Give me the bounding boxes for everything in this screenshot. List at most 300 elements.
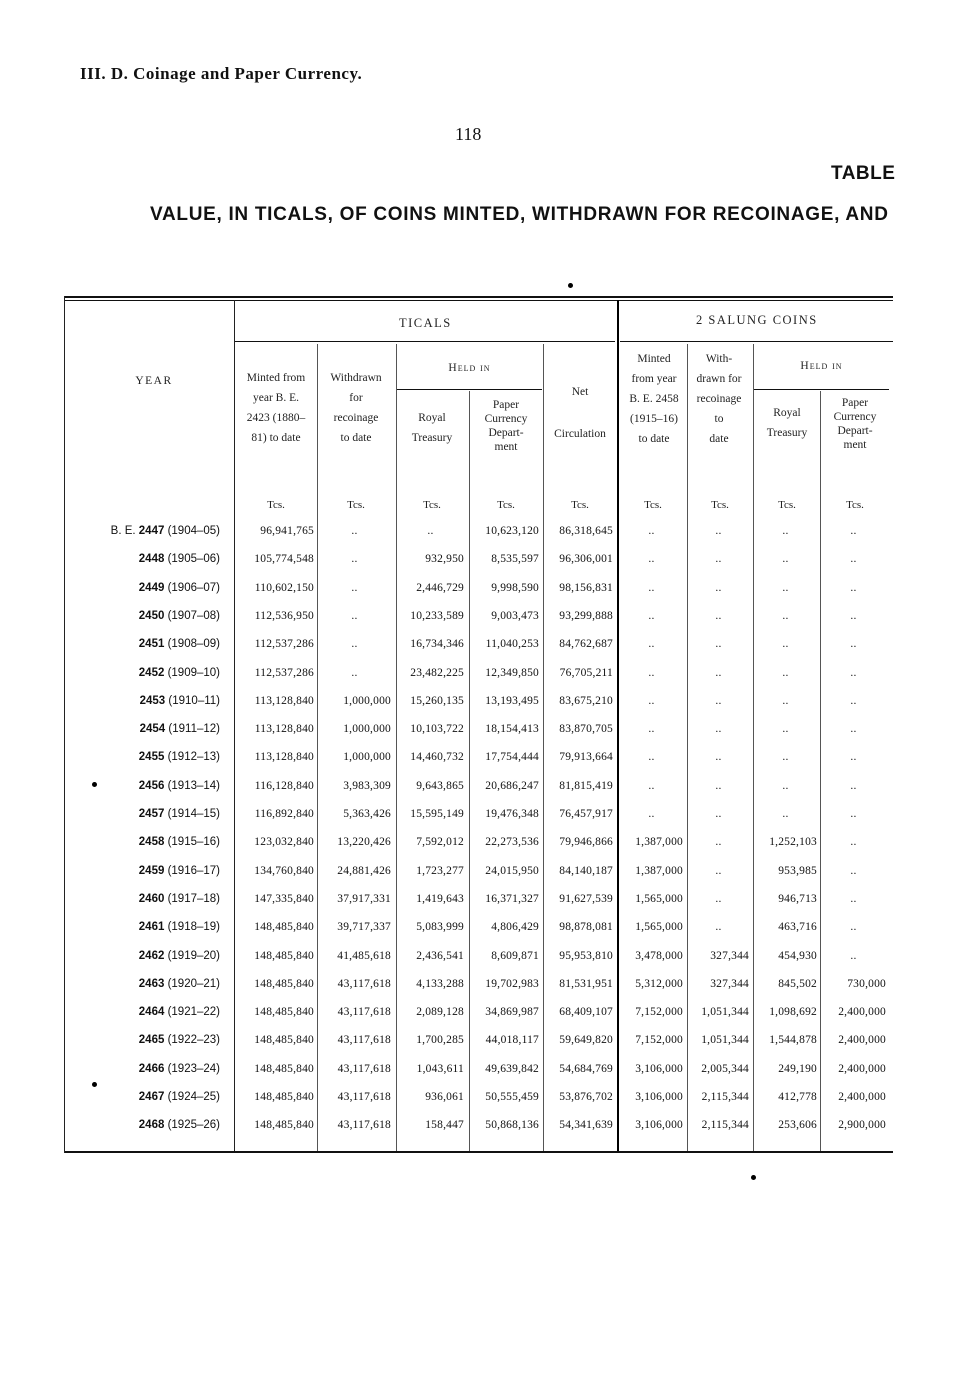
table-cell: 17,754,444	[485, 751, 539, 764]
table-cell: ..	[715, 553, 722, 566]
buddhist-era-year: 2459	[138, 864, 165, 877]
common-era-year: (1912–13)	[164, 751, 220, 764]
table-cell: ..	[648, 609, 655, 622]
table-cell: ..	[850, 949, 857, 962]
table-cell: 946,713	[778, 892, 817, 905]
common-era-year: (1921–22)	[164, 1006, 220, 1019]
salung-paper-currency-header-line: Currency	[833, 411, 877, 423]
table-cell: 953,985	[778, 864, 817, 877]
table-cell: 1,252,103	[769, 836, 817, 849]
salung-minted-header-line: to date	[638, 433, 670, 445]
table-cell: 76,457,917	[559, 808, 613, 820]
common-era-year: (1909–10)	[164, 666, 220, 679]
year-cell	[74, 1119, 220, 1131]
table-cell: ..	[850, 553, 857, 566]
table-caption: VALUE, IN TICALS, OF COINS MINTED, WITHDRAWN FOR RECOINAGE, AND	[150, 204, 889, 225]
table-cell: ..	[782, 638, 789, 651]
salung-paper-currency-header-line: Depart-	[837, 425, 873, 437]
column-separator	[317, 344, 318, 1151]
table-cell: 11,040,253	[485, 638, 539, 651]
table-cell: 148,485,840	[254, 1119, 314, 1132]
salung-paper-currency-header-line: Paper	[841, 397, 869, 409]
table-cell: 1,387,000	[635, 864, 683, 877]
table-cell: 95,953,810	[559, 949, 613, 962]
table-cell: 249,190	[778, 1062, 817, 1075]
table-cell: ..	[850, 836, 857, 849]
table-cell: ..	[648, 779, 655, 792]
common-era-year: (1923–24)	[164, 1062, 220, 1075]
table-cell: 98,878,081	[559, 921, 613, 934]
table-cell: 936,061	[425, 1091, 464, 1103]
common-era-year: (1910–11)	[165, 694, 220, 707]
salung-held-in-rule	[754, 389, 889, 390]
table-cell: 96,306,001	[559, 553, 613, 566]
section-heading: III. D. Coinage and Paper Currency.	[80, 64, 363, 83]
buddhist-era-year: 2461	[138, 921, 165, 934]
table-cell: 148,485,840	[254, 949, 314, 962]
table-cell: ..	[850, 525, 857, 537]
salung-minted-header-line: from year	[631, 373, 677, 385]
table-cell: 2,900,000	[838, 1119, 886, 1132]
year-cell	[74, 836, 220, 848]
salung-withdrawn-header-line: With-	[705, 353, 733, 365]
table-cell: ..	[648, 553, 655, 566]
year-cell	[74, 893, 220, 905]
table-cell: 39,717,337	[337, 921, 391, 934]
table-cell: 43,117,618	[337, 1062, 391, 1075]
ticals-group-rule	[235, 341, 615, 342]
table-cell: 43,117,618	[337, 1091, 391, 1103]
table-cell: ..	[850, 694, 857, 707]
table-cell: 16,734,346	[410, 638, 464, 651]
table-cell: 19,702,983	[485, 977, 539, 990]
paper-currency-header-line: Currency	[484, 413, 528, 425]
table-cell: ..	[850, 751, 857, 764]
table-cell: 49,639,842	[485, 1062, 539, 1075]
table-cell: ..	[648, 751, 655, 764]
table-cell: ..	[850, 638, 857, 651]
table-cell: 44,018,117	[485, 1034, 539, 1047]
table-cell: 43,117,618	[337, 1119, 391, 1132]
table-cell: 116,892,840	[254, 808, 314, 820]
table-cell: 7,152,000	[635, 1006, 683, 1019]
table-label: TABLE	[831, 163, 896, 184]
table-cell: 113,128,840	[254, 723, 314, 736]
table-cell: ..	[850, 779, 857, 792]
table-cell: 1,000,000	[343, 694, 391, 707]
table-cell: 9,998,590	[491, 581, 539, 594]
table-cell: 54,341,639	[559, 1119, 613, 1132]
table-cell: ..	[850, 723, 857, 736]
table-cell: 2,089,128	[416, 1006, 464, 1019]
table-cell: ..	[850, 892, 857, 905]
table-cell: 23,482,225	[410, 666, 464, 679]
table-cell: ..	[648, 638, 655, 651]
year-cell	[74, 582, 220, 594]
table-cell: ..	[715, 808, 722, 820]
scan-speck	[751, 1175, 756, 1180]
table-cell: 2,005,344	[701, 1062, 749, 1075]
table-cell: 2,400,000	[838, 1091, 886, 1103]
year-cell	[74, 667, 220, 679]
buddhist-era-year: 2457	[138, 808, 165, 820]
table-cell: 83,870,705	[559, 723, 613, 736]
buddhist-era-year: 2468	[138, 1119, 165, 1132]
royal-treasury-header-line: Treasury	[411, 432, 453, 444]
salung-minted-header-line: (1915–16)	[630, 413, 678, 425]
buddhist-era-year: 2451	[138, 638, 165, 651]
table-cell: 113,128,840	[254, 751, 314, 764]
withdrawn-header-line: Withdrawn	[330, 372, 382, 384]
common-era-year: (1914–15)	[164, 808, 220, 820]
table-top-rule-inner	[64, 300, 893, 301]
year-cell	[74, 695, 220, 707]
table-cell: 454,930	[778, 949, 817, 962]
table-cell: ..	[648, 525, 655, 537]
table-cell: ..	[715, 836, 722, 849]
salung-minted-header-line: B. E. 2458	[629, 393, 679, 405]
paper-currency-header-line: ment	[494, 441, 518, 453]
royal-treasury-header-line: Royal	[418, 412, 446, 424]
table-cell: 98,156,831	[559, 581, 613, 594]
table-cell: ..	[351, 581, 358, 594]
salung-royal-treasury-header	[754, 403, 820, 443]
withdrawn-header	[318, 368, 394, 448]
buddhist-era-year: 2465	[138, 1034, 165, 1047]
year-cell	[74, 950, 220, 962]
buddhist-era-year: 2467	[138, 1091, 165, 1103]
table-cell: 1,043,611	[416, 1062, 464, 1075]
minted-header-line: year B. E.	[253, 392, 299, 404]
table-cell: 1,098,692	[769, 1006, 817, 1019]
common-era-year: (1905–06)	[164, 553, 220, 566]
table-cell: ..	[715, 638, 722, 651]
table-cell: ..	[782, 525, 789, 537]
table-cell: 84,762,687	[559, 638, 613, 651]
column-separator	[543, 344, 544, 1151]
table-cell: 16,371,327	[485, 892, 539, 905]
table-cell: 13,220,426	[337, 836, 391, 849]
table-cell: 105,774,548	[254, 553, 314, 566]
salung-paper-currency-header-line: ment	[843, 439, 867, 451]
table-cell: 43,117,618	[337, 1034, 391, 1047]
table-cell: 5,083,999	[416, 921, 464, 934]
table-cell: 148,485,840	[254, 1091, 314, 1103]
buddhist-era-year: 2449	[138, 581, 165, 594]
table-cell: 83,675,210	[559, 694, 613, 707]
table-cell: 68,409,107	[559, 1006, 613, 1019]
salung-group-rule	[620, 341, 893, 342]
salung-withdrawn-header-line: to	[714, 413, 724, 425]
year-cell	[74, 610, 220, 622]
common-era-year: (1906–07)	[164, 581, 220, 594]
data-table	[64, 296, 893, 1155]
buddhist-era-year: 2466	[138, 1062, 165, 1075]
table-cell: 5,312,000	[635, 977, 683, 990]
table-cell: 730,000	[847, 977, 886, 990]
year-prefix: B. E.	[110, 525, 139, 537]
table-cell: ..	[351, 609, 358, 622]
table-cell: 116,128,840	[254, 779, 314, 792]
common-era-year: (1919–20)	[164, 949, 220, 962]
table-cell: 1,000,000	[343, 723, 391, 736]
buddhist-era-year: 2460	[138, 892, 165, 905]
year-cell	[74, 1091, 220, 1103]
table-cell: 5,363,426	[343, 808, 391, 820]
table-cell: 15,595,149	[410, 808, 464, 820]
table-cell: 110,602,150	[254, 581, 314, 594]
paper-currency-header-line: Depart-	[488, 427, 524, 439]
withdrawn-header-line: for	[349, 392, 363, 404]
table-cell: 2,436,541	[416, 949, 464, 962]
table-cell: 15,260,135	[410, 694, 464, 707]
table-cell: ..	[850, 581, 857, 594]
table-cell: 112,537,286	[254, 666, 314, 679]
table-cell: 158,447	[425, 1119, 464, 1132]
left-border	[64, 296, 65, 1153]
table-cell: ..	[351, 525, 358, 537]
table-cell: 1,387,000	[635, 836, 683, 849]
year-cell	[74, 638, 220, 650]
table-cell: 10,623,120	[485, 525, 539, 537]
table-cell: 7,152,000	[635, 1034, 683, 1047]
table-cell: 2,115,344	[701, 1091, 749, 1103]
buddhist-era-year: 2453	[139, 694, 166, 707]
salung-withdrawn-header-line: date	[709, 433, 729, 445]
salung-withdrawn-header	[686, 349, 752, 449]
common-era-year: (1907–08)	[164, 609, 220, 622]
table-cell: ..	[715, 609, 722, 622]
table-cell: 37,917,331	[337, 892, 391, 905]
common-era-year: (1922–23)	[164, 1034, 220, 1047]
table-cell: 9,003,473	[491, 609, 539, 622]
table-cell: ..	[648, 581, 655, 594]
buddhist-era-year: 2462	[138, 949, 165, 962]
table-cell: ..	[351, 666, 358, 679]
year-header: YEAR	[135, 375, 173, 387]
column-separator	[396, 344, 397, 1151]
unit-label: Tcs.	[423, 499, 441, 511]
table-cell: ..	[782, 666, 789, 679]
common-era-year: (1911–12)	[165, 723, 220, 736]
buddhist-era-year: 2456	[138, 779, 165, 792]
year-cell	[74, 1063, 220, 1075]
held-in-rule	[397, 389, 542, 390]
salung-minted-header	[619, 349, 689, 449]
year-cell	[74, 921, 220, 933]
royal-treasury-header	[397, 408, 467, 448]
table-cell: 10,103,722	[410, 723, 464, 736]
table-cell: 4,806,429	[491, 921, 539, 934]
table-cell: 81,531,951	[559, 977, 613, 990]
table-cell: ..	[782, 751, 789, 764]
year-cell	[74, 865, 220, 877]
table-cell: 2,400,000	[838, 1034, 886, 1047]
table-cell: 1,051,344	[701, 1034, 749, 1047]
table-cell: 463,716	[778, 921, 817, 934]
table-cell: ..	[715, 864, 722, 877]
table-cell: 24,015,950	[485, 864, 539, 877]
scan-speck	[92, 1082, 97, 1087]
table-cell: 96,941,765	[260, 525, 314, 537]
table-cell: 93,299,888	[559, 609, 613, 622]
table-cell: ..	[715, 751, 722, 764]
year-cell	[74, 808, 220, 820]
table-cell: 112,537,286	[254, 638, 314, 651]
table-cell: 148,485,840	[254, 977, 314, 990]
buddhist-era-year: 2450	[138, 609, 165, 622]
withdrawn-header-line: recoinage	[333, 412, 379, 424]
table-cell: ..	[715, 581, 722, 594]
table-cell: 3,106,000	[635, 1091, 683, 1103]
table-cell: 91,627,539	[559, 892, 613, 905]
table-cell: 10,233,589	[410, 609, 464, 622]
buddhist-era-year: 2448	[138, 553, 165, 566]
salung-minted-header-line: Minted	[637, 353, 671, 365]
unit-label: Tcs.	[711, 499, 729, 511]
year-cell	[74, 723, 220, 735]
table-cell: 148,485,840	[254, 1062, 314, 1075]
paper-currency-header	[470, 398, 542, 454]
table-cell: ..	[427, 525, 434, 537]
table-cell: 4,133,288	[416, 977, 464, 990]
table-cell: 43,117,618	[337, 1006, 391, 1019]
year-cell	[74, 525, 220, 537]
table-cell: 2,400,000	[838, 1006, 886, 1019]
table-cell: 3,106,000	[635, 1119, 683, 1132]
table-cell: 12,349,850	[485, 666, 539, 679]
table-cell: 932,950	[425, 553, 464, 566]
table-cell: ..	[850, 864, 857, 877]
year-cell	[74, 553, 220, 565]
minted-header-line: 2423 (1880–	[246, 412, 306, 424]
table-cell: 3,478,000	[635, 949, 683, 962]
table-cell: 50,555,459	[485, 1091, 539, 1103]
table-cell: 412,778	[778, 1091, 817, 1103]
withdrawn-header-line: to date	[340, 432, 372, 444]
table-cell: ..	[850, 808, 857, 820]
unit-label: Tcs.	[497, 499, 515, 511]
table-cell: 1,565,000	[635, 921, 683, 934]
table-cell: 1,544,878	[769, 1034, 817, 1047]
table-cell: 19,476,348	[485, 808, 539, 820]
held-in-header: Held in	[448, 362, 491, 374]
table-cell: 8,535,597	[491, 553, 539, 566]
table-cell: 845,502	[778, 977, 817, 990]
table-cell: ..	[715, 779, 722, 792]
net-circulation-header-line: Circulation	[554, 428, 606, 440]
scan-speck	[92, 782, 97, 787]
year-cell	[74, 1034, 220, 1046]
table-cell: ..	[715, 525, 722, 537]
table-cell: 22,273,536	[485, 836, 539, 849]
year-cell	[74, 1006, 220, 1018]
table-cell: 327,344	[710, 949, 749, 962]
table-cell: 112,536,950	[254, 609, 314, 622]
table-cell: 20,686,247	[485, 779, 539, 792]
buddhist-era-year: 2447	[138, 525, 165, 537]
minted-header-line: Minted from	[246, 372, 306, 384]
common-era-year: (1924–25)	[164, 1091, 220, 1103]
table-bottom-rule	[64, 1151, 893, 1153]
salung-royal-treasury-header-line: Royal	[773, 407, 801, 419]
table-cell: 148,485,840	[254, 921, 314, 934]
net-circulation-header-line: Net	[571, 386, 589, 398]
table-cell: ..	[782, 723, 789, 736]
table-cell: 2,115,344	[701, 1119, 749, 1132]
table-cell: 113,128,840	[254, 694, 314, 707]
table-cell: 7,592,012	[416, 836, 464, 849]
common-era-year: (1920–21)	[164, 977, 220, 990]
table-cell: ..	[782, 609, 789, 622]
buddhist-era-year: 2464	[138, 1006, 165, 1019]
buddhist-era-year: 2463	[138, 977, 165, 990]
common-era-year: (1925–26)	[164, 1119, 220, 1132]
table-cell: 59,649,820	[559, 1034, 613, 1047]
table-cell: 79,913,664	[559, 751, 613, 764]
table-cell: 1,723,277	[416, 864, 464, 877]
table-cell: 84,140,187	[559, 864, 613, 877]
table-cell: ..	[648, 723, 655, 736]
table-cell: ..	[648, 808, 655, 820]
page-number: 118	[455, 124, 482, 144]
table-cell: 54,684,769	[559, 1062, 613, 1075]
table-cell: 8,609,871	[491, 949, 539, 962]
salung-withdrawn-header-line: drawn for	[696, 373, 742, 385]
table-cell: 253,606	[778, 1119, 817, 1132]
table-cell: 13,193,495	[485, 694, 539, 707]
common-era-year: (1915–16)	[164, 836, 220, 849]
salung-withdrawn-header-line: recoinage	[696, 393, 742, 405]
table-cell: 3,983,309	[343, 779, 391, 792]
table-cell: ..	[850, 609, 857, 622]
buddhist-era-year: 2452	[138, 666, 165, 679]
table-cell: 148,485,840	[254, 1006, 314, 1019]
table-cell: 2,400,000	[838, 1062, 886, 1075]
table-cell: 1,700,285	[416, 1034, 464, 1047]
buddhist-era-year: 2458	[138, 836, 165, 849]
salung-paper-currency-header	[821, 396, 889, 452]
table-cell: ..	[351, 553, 358, 566]
table-cell: 1,000,000	[343, 751, 391, 764]
ticals-group-header: TICALS	[399, 316, 452, 330]
table-cell: 134,760,840	[254, 864, 314, 877]
minted-header-line: 81) to date	[251, 432, 301, 444]
table-cell: 3,106,000	[635, 1062, 683, 1075]
buddhist-era-year: 2454	[139, 723, 166, 736]
table-cell: 123,032,840	[254, 836, 314, 849]
table-cell: 148,485,840	[254, 1034, 314, 1047]
table-cell: ..	[782, 779, 789, 792]
table-cell: 86,318,645	[559, 525, 613, 537]
table-cell: ..	[715, 723, 722, 736]
unit-label: Tcs.	[347, 499, 365, 511]
common-era-year: (1918–19)	[164, 921, 220, 934]
common-era-year: (1904–05)	[164, 525, 220, 537]
table-cell: ..	[715, 666, 722, 679]
table-cell: 18,154,413	[485, 723, 539, 736]
minted-header	[235, 368, 317, 448]
table-cell: 9,643,865	[416, 779, 464, 792]
unit-label: Tcs.	[571, 499, 589, 511]
table-cell: ..	[850, 666, 857, 679]
salung-group-header: 2 SALUNG COINS	[696, 313, 818, 327]
salung-held-in-header: Held in	[800, 360, 843, 372]
table-cell: 1,419,643	[416, 892, 464, 905]
table-cell: 1,051,344	[701, 1006, 749, 1019]
table-cell: 50,868,136	[485, 1119, 539, 1132]
table-cell: ..	[850, 921, 857, 934]
